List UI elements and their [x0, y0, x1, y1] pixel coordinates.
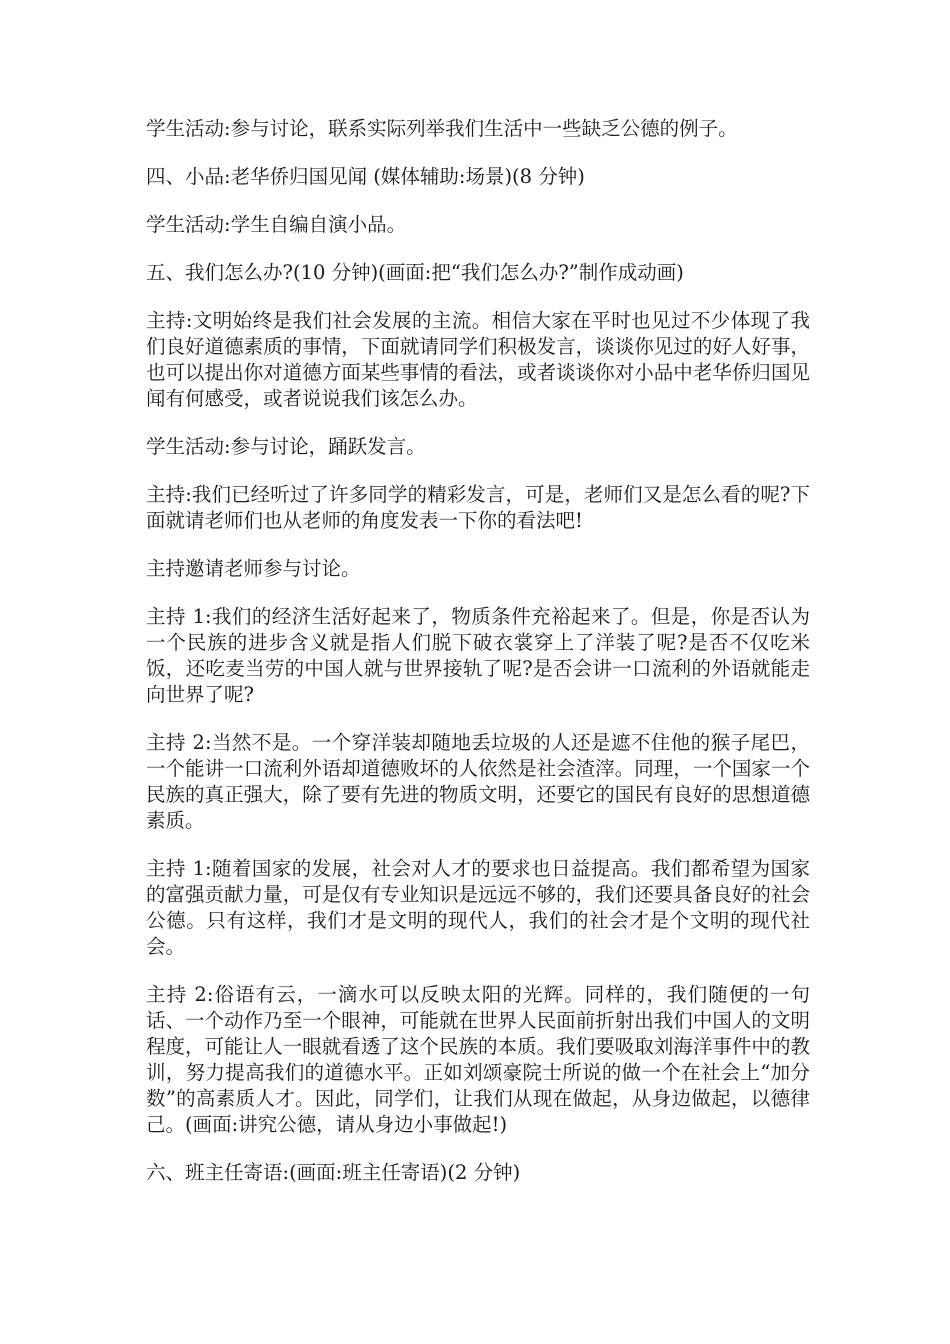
- paragraph-host-teachers: 主持:我们已经听过了许多同学的精彩发言，可是，老师们又是怎么看的呢?下面就请老师们也从老师的角度发表一下你的看法吧!: [146, 483, 810, 532]
- paragraph-student-activity-3: 学生活动:参与讨论，踊跃发言。: [146, 435, 426, 458]
- section-heading-what-to-do: 五、我们怎么办?(10 分钟)(画面:把“我们怎么办?”制作成动画): [146, 261, 684, 284]
- paragraph-host-2-proverb: 主持 2:俗语有云，一滴水可以反映太阳的光辉。同样的，我们随便的一句话、一个动作乃至一个眼神，可能就在世界人民面前折射出我们中国人的文明程度，可能让人一眼就看透了这个民族的本质。我们要吸取刘海洋事件中的教训，努力提高我们的道德水平。正如刘颂豪院士所说的做一个在社会上“加分数”的高素质人才。因此，同学们，让我们从现在做起，从身边做起，以德律己。(画面:讲究公德，请从身边小事做起!): [146, 983, 810, 1136]
- document-page: [146, 116, 810, 1208]
- section-heading-teacher-message: 六、班主任寄语:(画面:班主任寄语)(2 分钟): [146, 1161, 521, 1184]
- paragraph-student-activity-2: 学生活动:学生自编自演小品。: [146, 213, 407, 236]
- paragraph-host-invite: 主持邀请老师参与讨论。: [146, 557, 361, 580]
- paragraph-host-2-answer: 主持 2:当然不是。一个穿洋装却随地丢垃圾的人还是遮不住他的猴子尾巴，一个能讲一口流利外语却道德败坏的人依然是社会渣滓。同理，一个国家一个民族的真正强大，除了要有先进的物质文明，还要它的国民有良好的思想道德素质。: [146, 731, 810, 832]
- paragraph-student-activity-1: 学生活动:参与讨论，联系实际列举我们生活中一些缺乏公德的例子。: [146, 117, 738, 140]
- section-heading-skit: 四、小品:老华侨归国见闻 (媒体辅助:场景)(8 分钟): [146, 165, 585, 188]
- paragraph-host-1-talent: 主持 1:随着国家的发展，社会对人才的要求也日益提高。我们都希望为国家的富强贡献力量，可是仅有专业知识是远远不够的，我们还要具备良好的社会公德。只有这样，我们才是文明的现代人，我们的社会才是个文明的现代社会。: [146, 857, 810, 958]
- paragraph-host-intro: 主持:文明始终是我们社会发展的主流。相信大家在平时也见过不少体现了我们良好道德素质的事情，下面就请同学们积极发言，谈谈你见过的好人好事，也可以提出你对道德方面某些事情的看法，或者谈谈你对小品中老华侨归国见闻有何感受，或者说说我们该怎么办。: [146, 309, 810, 410]
- paragraph-host-1-economy: 主持 1:我们的经济生活好起来了，物质条件充裕起来了。但是，你是否认为一个民族的进步含义就是指人们脱下破衣裳穿上了洋装了呢?是否不仅吃米饭，还吃麦当劳的中国人就与世界接轨了呢?是否会讲一口流利的外语就能走向世界了呢?: [146, 605, 810, 706]
